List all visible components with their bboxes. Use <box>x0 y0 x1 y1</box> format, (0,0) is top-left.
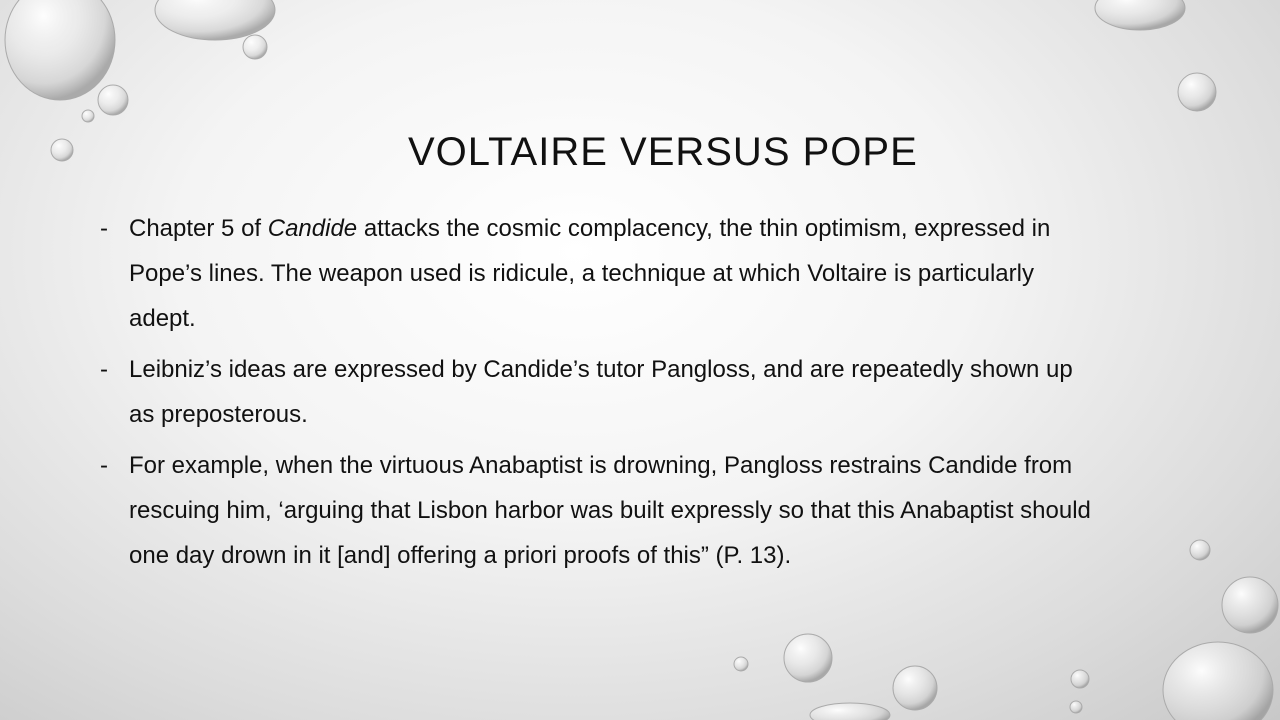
droplet <box>1095 0 1185 30</box>
droplet <box>98 85 128 115</box>
droplet <box>1071 670 1089 688</box>
droplet <box>155 0 275 40</box>
bullet-text: Leibniz’s ideas are expressed by Candide’s tutor Pangloss, and are repeatedly shown up as preposterous. <box>129 356 1073 428</box>
bullet-text: Chapter 5 of <box>129 215 268 242</box>
bullet-text: attacks the cosmic complacency, the thin optimism, expressed in Pope’s lines. The weapon used is ridicule, a technique at which Voltaire is particularly adept. <box>129 215 1051 332</box>
droplet <box>82 110 94 122</box>
bullet-item <box>100 443 1100 578</box>
bullet-item <box>100 206 1100 341</box>
slide-title: VOLTAIRE VERSUS POPE <box>408 130 918 174</box>
droplet <box>1222 577 1278 633</box>
bullet-text: For example, when the virtuous Anabaptist is drowning, Pangloss restrains Candide from rescuing him, ‘arguing that Lisbon harbor was built expressly so that this Anabaptist should one day drown in it [and] offering a priori proofs of this” (P. 13). <box>129 452 1091 569</box>
droplet <box>1190 540 1210 560</box>
bullet-marker: - <box>100 215 108 242</box>
droplet <box>51 139 73 161</box>
bullet-marker: - <box>100 356 108 383</box>
droplet <box>784 634 832 682</box>
bullet-marker: - <box>100 452 108 479</box>
bullet-item <box>100 347 1100 437</box>
droplet <box>734 657 748 671</box>
droplet <box>243 35 267 59</box>
droplet <box>1070 701 1082 713</box>
droplet <box>5 0 115 100</box>
droplet <box>1163 642 1273 720</box>
droplet <box>893 666 937 710</box>
droplet <box>1178 73 1216 111</box>
bullet-list <box>100 206 1100 584</box>
droplet <box>810 703 890 720</box>
book-title: Candide <box>267 215 358 242</box>
